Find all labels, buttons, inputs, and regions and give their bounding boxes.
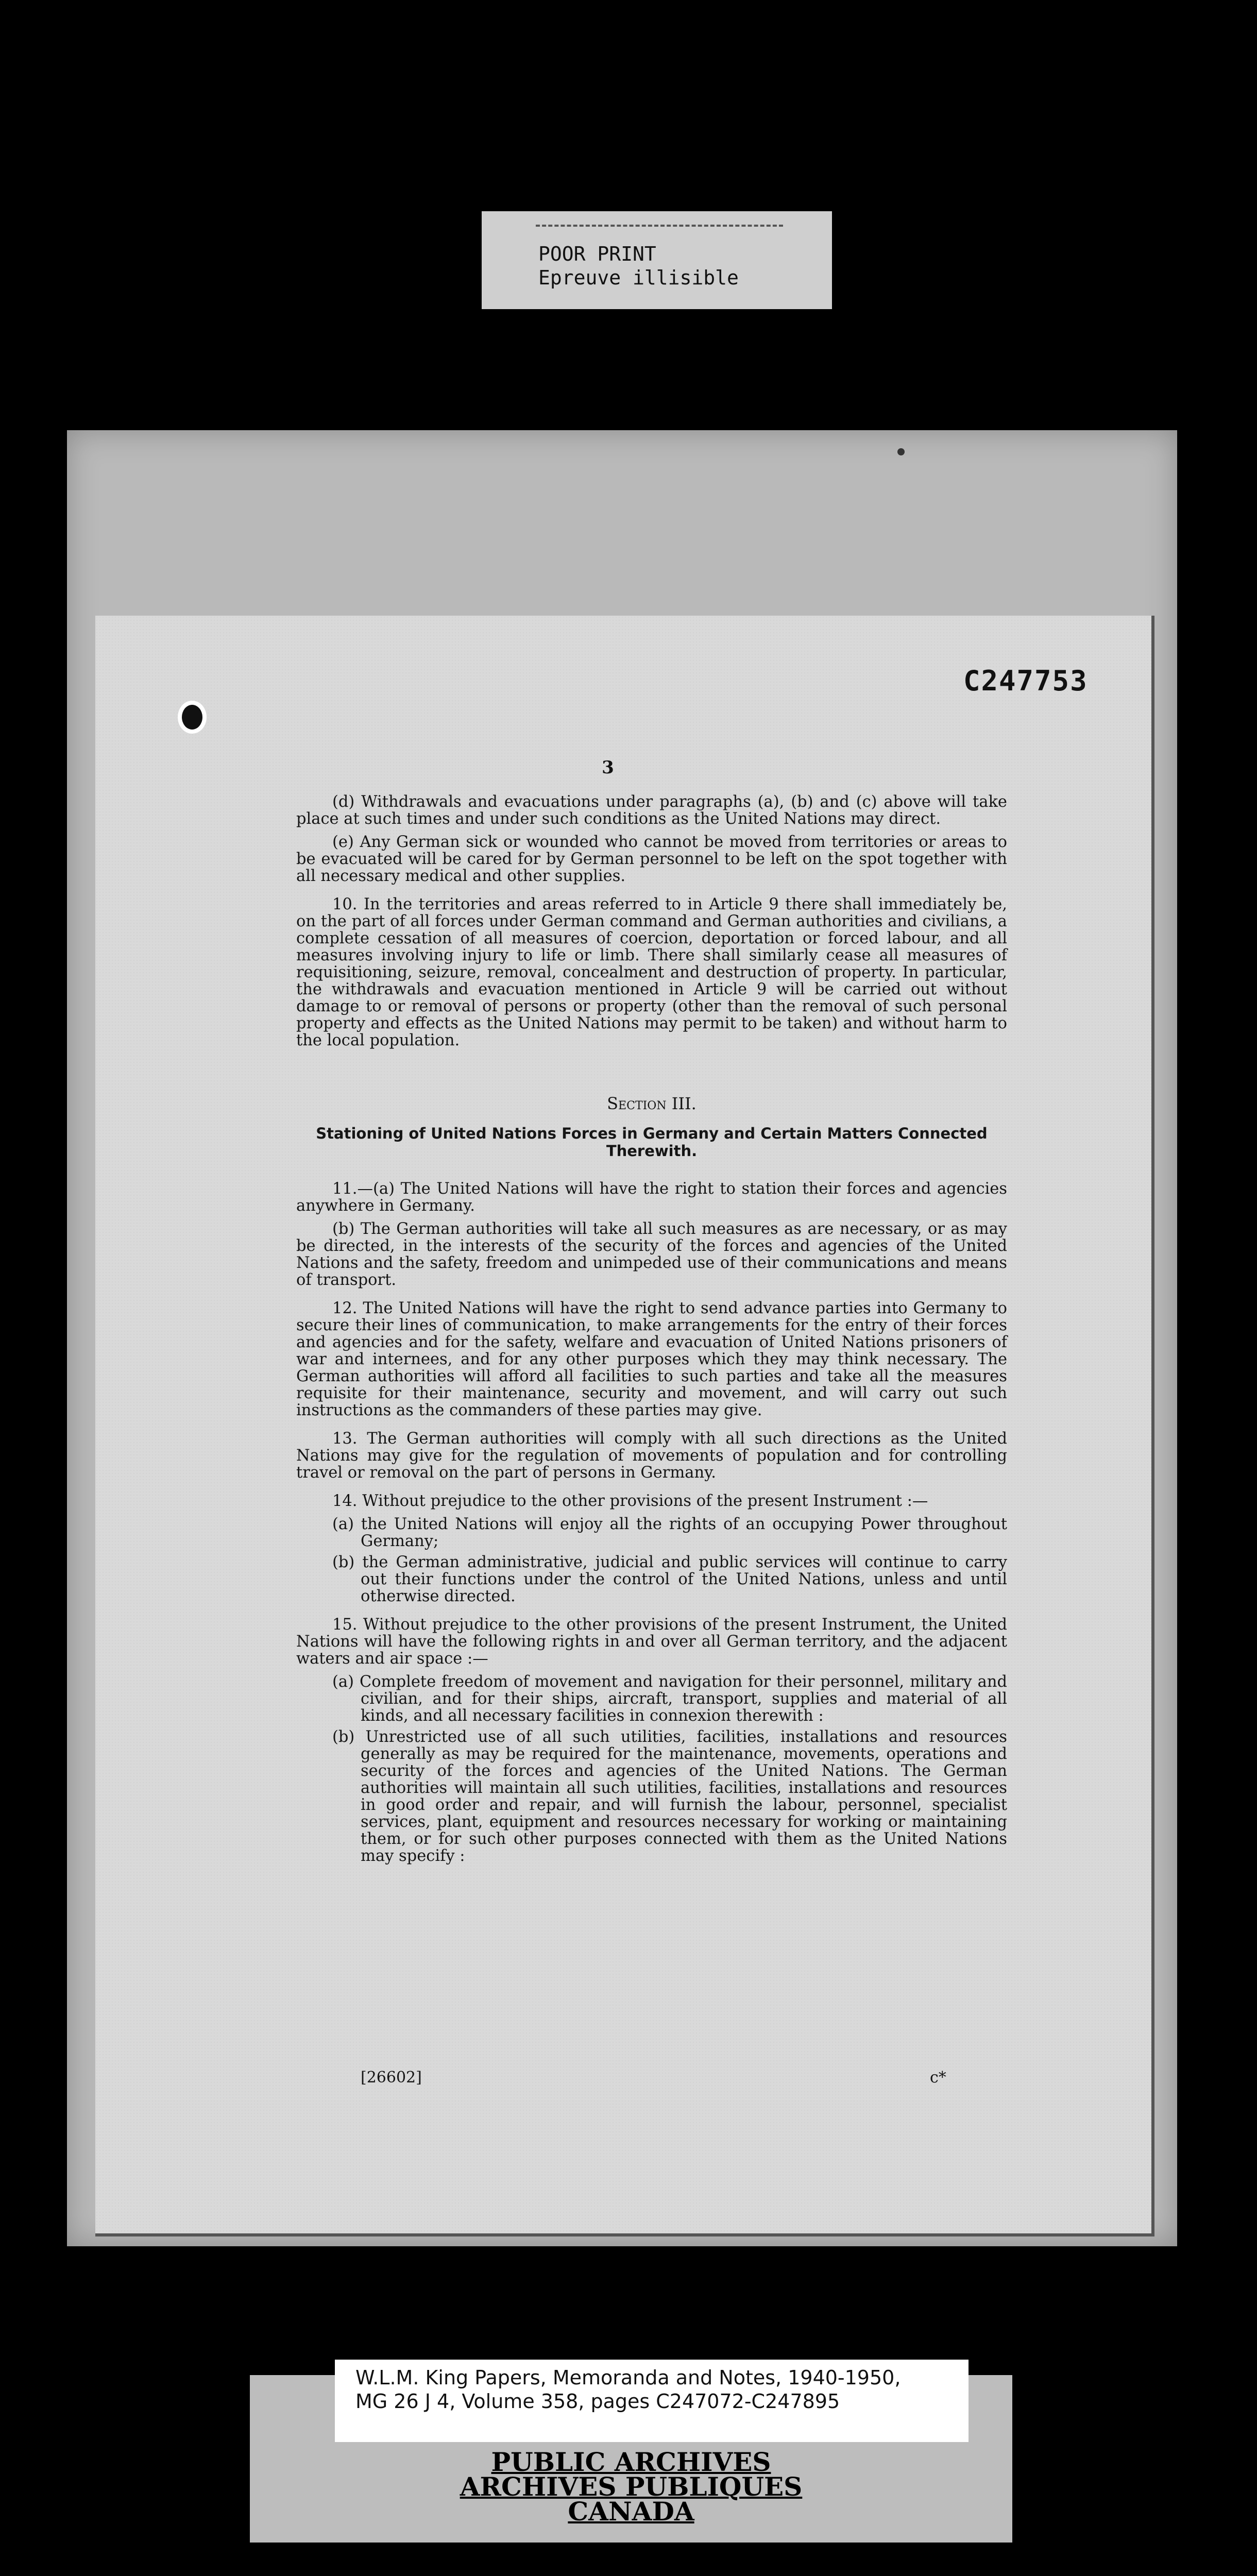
archive-label-line2: MG 26 J 4, Volume 358, pages C247072-C247895 — [355, 2390, 840, 2413]
archive-stamp — [250, 2447, 1012, 2527]
list-item: (b) the German administrative, judicial and public services will continue to carry out their functions under the control of the United Nations, unless and until otherwise directed. — [332, 1553, 1007, 1605]
footer-signature-mark: c* — [930, 2069, 946, 2087]
footer-reference: [26602] — [361, 2069, 422, 2087]
list-item: (b) Unrestricted use of all such utilities, facilities, installations and resources generally as may be required for the maintenance, movements, operations and security of the forces and agencies of the United Nations. The German authorities will maintain all such utilities, facilities, installations and resources in good order and repair, and will furnish the labour, personnel, specialist services, plant, equipment and resources necessary for working or maintaining them, or for such other purposes connected with them as the United Nations may specify : — [332, 1728, 1007, 1865]
paragraph: 15. Without prejudice to the other provisions of the present Instrument, the United Nations will have the following rights in and over all German territory, and the adjacent waters and air space :— — [296, 1616, 1007, 1668]
paragraph: (e) Any German sick or wounded who cannot be moved from territories or areas to be evacuated will be cared for by German personnel to be left on the spot together with all necessary medical and other supplies. — [296, 833, 1007, 885]
archive-stamp-line1: PUBLIC ARCHIVES — [491, 2447, 771, 2477]
poor-print-stamp — [482, 211, 832, 309]
paragraph: 10. In the territories and areas referred to in Article 9 there shall immediately be, on the part of all forces under German command and German authorities and civilians, a complete cessation of all measures of coercion, deportation or forced labour, and all measures involving injury to life or limb. There shall similarly cease all measures of requisitioning, seizure, removal, concealment and destruction of property. In particular, the withdrawals and evacuation mentioned in Article 9 will be carried out without damage to or removal of persons or property (other than the removal of such personal property and effects as the United Nations may permit to be taken) and without harm to the local population. — [296, 895, 1007, 1049]
paragraph: 11.—(a) The United Nations will have the right to station their forces and agencies anywhere in Germany. — [296, 1180, 1007, 1215]
paragraph: (d) Withdrawals and evacuations under paragraphs (a), (b) and (c) above will take place at such times and under such conditions as the United Nations may direct. — [296, 793, 1007, 828]
archive-label — [335, 2360, 969, 2442]
punch-hole — [178, 701, 207, 734]
paragraph: 14. Without prejudice to the other provisions of the present Instrument :— — [332, 1492, 928, 1510]
poor-print-line2: Epreuve illisible — [538, 266, 739, 289]
document-body — [296, 793, 1007, 1869]
section-title: Stationing of United Nations Forces in Germany and Certain Matters Connected Therewith. — [316, 1125, 988, 1160]
poor-print-line1: POOR PRINT — [538, 243, 656, 265]
paragraph: 13. The German authorities will comply with all such directions as the United Nations may give for the regulation of movements of population and for controlling travel or removal on the part of persons in Germany. — [296, 1430, 1007, 1482]
page-number: 3 — [602, 757, 614, 778]
list-item: (a) the United Nations will enjoy all the rights of an occupying Power throughout Germany; — [332, 1515, 1007, 1550]
paragraph: 12. The United Nations will have the right to send advance parties into Germany to secure their lines of communication, to make arrangements for the entry of their forces and agencies and for the safety, welfare and evacuation of United Nations prisoners of war and internees, and for any other purposes which they may think necessary. The German authorities will afford all facilities to such parties and take all the measures requisite for their maintenance, security and movement, and will carry out such instructions as the commanders of these parties may give. — [296, 1299, 1007, 1419]
section-heading: Section III. — [607, 1094, 697, 1113]
archive-stamp-line2: ARCHIVES PUBLIQUES — [460, 2471, 803, 2502]
archive-stamp-line3: CANADA — [568, 2496, 694, 2527]
speck — [897, 448, 905, 455]
archive-label-line1: W.L.M. King Papers, Memoranda and Notes, 1940-1950, — [355, 2366, 901, 2389]
document-number: C247753 — [963, 665, 1088, 697]
paragraph: (b) The German authorities will take all such measures as are necessary, or as may be directed, in the interests of the security of the forces and agencies of the United Nations and the safety, freedom and unimpeded use of their communications and means of transport. — [296, 1220, 1007, 1289]
list-item: (a) Complete freedom of movement and navigation for their personnel, military and civilian, and for their ships, aircraft, transport, supplies and material of all kinds, and all necessary facilities in connexion therewith : — [332, 1673, 1007, 1725]
